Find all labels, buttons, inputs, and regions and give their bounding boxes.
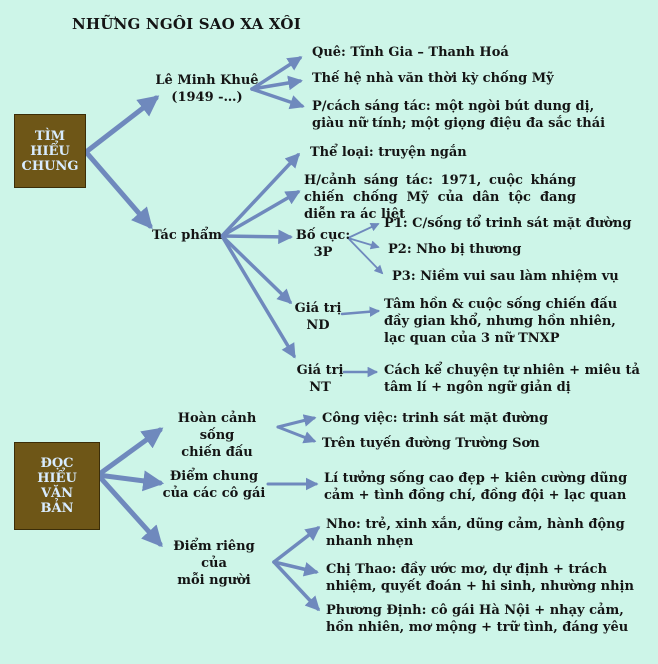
arrow-to-work bbox=[86, 152, 150, 226]
layout-part3: P3: Niềm vui sau làm nhiệm vụ bbox=[392, 269, 619, 284]
arrow-to-distinct bbox=[98, 475, 160, 544]
work-genre: Thể loại: truyện ngắn bbox=[310, 145, 467, 160]
section-box-reading: ĐỌC HIỂU VĂN BẢN bbox=[14, 442, 100, 530]
arrow-to-author bbox=[86, 98, 156, 152]
common-text: Lí tưởng sống cao đẹp + kiên cường dũng cảm + tình đồng chí, đồng đội + lạc quan bbox=[324, 471, 628, 503]
circumstances-node: Hoàn cảnh sống chiến đấu bbox=[177, 411, 257, 460]
content-value-node: Giá trị ND bbox=[294, 301, 342, 333]
common-node: Điểm chung của các cô gái bbox=[162, 469, 266, 501]
arrow-to-job bbox=[278, 418, 314, 427]
author-node: Lê Minh Khuê (1949 -…) bbox=[155, 73, 259, 105]
arrow-content-value-text bbox=[342, 311, 378, 314]
content-value-text: Tâm hồn & cuộc sống chiến đấu đầy gian khổ, nhưng hồn nhiên, lạc quan của 3 nữ TNXP bbox=[384, 297, 618, 346]
distinct-phuong-dinh: Phương Định: cô gái Hà Nội + nhạy cảm, hồn nhiên, mơ mộng + trữ tình, đáng yêu bbox=[326, 603, 629, 635]
distinct-nho: Nho: trẻ, xinh xắn, dũng cảm, hành động nhanh nhẹn bbox=[326, 517, 625, 549]
art-value-text: Cách kể chuyện tự nhiên + miêu tả tâm lí + ngôn ngữ giản dị bbox=[384, 363, 640, 395]
arrow-to-route bbox=[278, 427, 314, 441]
author-style: P/cách sáng tác: một ngòi bút dung dị, giàu nữ tính; một giọng điệu đa sắc thái bbox=[312, 99, 606, 131]
arrow-to-genre bbox=[222, 155, 298, 236]
layout-part1: P1: C/sống tổ trinh sát mặt đường bbox=[384, 216, 632, 231]
page-title: NHỮNG NGÔI SAO XA XÔI bbox=[72, 15, 301, 33]
layout-part2: P2: Nho bị thương bbox=[388, 242, 522, 257]
circumstances-route: Trên tuyến đường Trường Sơn bbox=[322, 436, 540, 451]
layout-node: Bố cục: 3P bbox=[295, 228, 351, 260]
work-node: Tác phẩm bbox=[152, 228, 223, 243]
arrow-to-layout bbox=[222, 236, 290, 237]
arrow-to-part1 bbox=[348, 224, 378, 238]
distinct-thao: Chị Thao: đầy ước mơ, dự định + trách nhiệm, quyết đoán + hi sinh, nhường nhịn bbox=[326, 562, 634, 594]
arrow-to-context bbox=[222, 192, 298, 236]
work-context: H/cảnh sáng tác: 1971, cuộc kháng chiến chống Mỹ của dân tộc đang diễn ra ác liệt bbox=[304, 173, 576, 222]
arrow-to-nho bbox=[274, 528, 318, 562]
arrow-to-phuong-dinh bbox=[274, 562, 318, 609]
section-box-general: TÌM HIỂU CHUNG bbox=[14, 114, 86, 188]
art-value-node: Giá trị NT bbox=[296, 363, 344, 395]
circumstances-job: Công việc: trinh sát mặt đường bbox=[322, 411, 549, 426]
distinct-node: Điểm riêng của mỗi người bbox=[173, 539, 255, 588]
author-generation: Thế hệ nhà văn thời kỳ chống Mỹ bbox=[312, 71, 554, 86]
author-hometown: Quê: Tĩnh Gia – Thanh Hoá bbox=[312, 45, 509, 60]
arrow-to-circumstances bbox=[98, 430, 160, 475]
